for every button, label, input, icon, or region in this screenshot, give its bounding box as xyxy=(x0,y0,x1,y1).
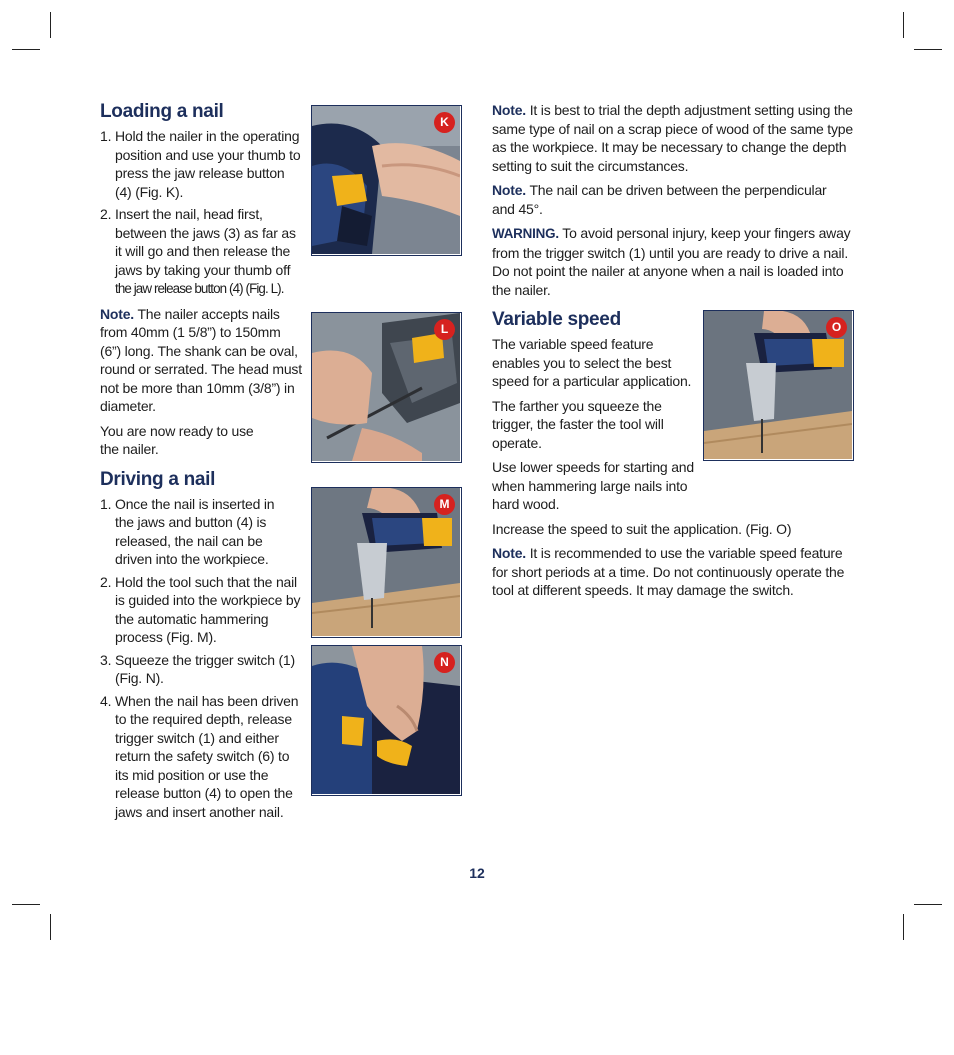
figure-m xyxy=(311,487,462,638)
crop-mark xyxy=(50,12,51,38)
step-number: 2. xyxy=(100,573,112,590)
step-text: Once the nail is inserted in the jaws and button (4) is released, the nail can be driven into the workpiece. xyxy=(115,495,275,567)
note-label: Note. xyxy=(492,102,527,118)
warning-label: WARNING. xyxy=(492,226,559,241)
list-item xyxy=(100,205,302,299)
figure-label-badge: O xyxy=(826,317,847,338)
note-text: The nailer accepts nails from 40mm (1 5/8”) to 150mm (6”) long. The shank can be oval, round or serrated. The head must not be more than 10mm (3/8”) in diameter. xyxy=(100,305,302,414)
step-text-tail: the jaw release button (4) (Fig. L). xyxy=(115,281,284,296)
step-text: Hold the nailer in the operating position and use your thumb to press the jaw release button (4) (Fig. K). xyxy=(115,128,301,200)
section-title-variable-speed: Variable speed xyxy=(492,309,621,330)
note-paragraph xyxy=(100,305,302,416)
step-number: 2. xyxy=(100,206,112,222)
ready-paragraph: You are now ready to use the nailer. xyxy=(100,422,254,457)
step-text: Squeeze the trigger switch (1) (Fig. N). xyxy=(115,651,295,686)
crop-mark xyxy=(914,904,942,905)
list-item xyxy=(100,495,302,569)
variable-paragraph: Increase the speed to suit the application. (Fig. O) xyxy=(492,520,792,537)
step-text: Hold the tool such that the nail is guided into the workpiece by the automatic hammering process (Fig. M). xyxy=(115,573,301,645)
variable-paragraph: The variable speed feature enables you to select the best speed for a particular application. xyxy=(492,336,692,389)
crop-mark xyxy=(903,914,904,940)
figure-label-badge: M xyxy=(434,494,455,515)
step-number: 1. xyxy=(100,495,112,512)
note-paragraph xyxy=(492,544,856,600)
left-column xyxy=(100,101,302,827)
driving-steps xyxy=(100,495,302,822)
variable-paragraph: Use lower speeds for starting and when hammering large nails into hard wood. xyxy=(492,459,694,512)
crop-mark xyxy=(903,12,904,38)
variable-paragraph: The farther you squeeze the trigger, the faster the tool will operate. xyxy=(492,397,664,451)
crop-mark xyxy=(12,49,40,50)
note-paragraph xyxy=(492,181,837,218)
section-title-loading: Loading a nail xyxy=(100,101,224,122)
page-number: 12 xyxy=(469,865,485,881)
figure-label-badge: L xyxy=(434,319,455,340)
step-text: Insert the nail, head first, between the jaws (3) as far as it will go and then release the jaws by taking your thumb off xyxy=(115,206,296,278)
crop-mark xyxy=(50,914,51,940)
crop-mark xyxy=(12,904,40,905)
note-label: Note. xyxy=(492,545,527,561)
warning-text: To avoid personal injury, keep your fingers away from the trigger switch (1) until you are ready to drive a nail. Do not point the nailer at anyone when a nail is loaded into the nailer. xyxy=(492,225,851,298)
step-number: 3. xyxy=(100,651,112,668)
note-label: Note. xyxy=(100,305,135,322)
section-title-driving: Driving a nail xyxy=(100,468,216,490)
step-number: 1. xyxy=(100,128,112,144)
figure-label-badge: K xyxy=(434,112,455,133)
list-item xyxy=(100,651,302,688)
warning-paragraph xyxy=(492,224,856,299)
loading-steps xyxy=(100,127,302,299)
crop-mark xyxy=(914,49,942,50)
note-label: Note. xyxy=(492,182,527,198)
step-number: 4. xyxy=(100,692,112,709)
figure-label-badge: N xyxy=(434,652,455,673)
list-item xyxy=(100,127,302,201)
note-text: It is best to trial the depth adjustment setting using the same type of nail on a scrap piece of wood of the same type as the workpiece. It may be necessary to change the depth setting to suit the circumstances. xyxy=(492,102,853,174)
figure-n xyxy=(311,645,462,796)
note-text: The nail can be driven between the perpendicular and 45°. xyxy=(492,182,827,217)
list-item xyxy=(100,692,302,822)
step-text: When the nail has been driven to the required depth, release trigger switch (1) and either return the safety switch (6) to its mid position or use the release button (4) to open the jaws and insert another nail. xyxy=(115,692,299,820)
figure-k xyxy=(311,105,462,256)
figure-o xyxy=(703,310,854,461)
note-paragraph xyxy=(492,101,856,175)
list-item xyxy=(100,573,302,647)
note-text: It is recommended to use the variable speed feature for short periods at a time. Do not continuously operate the tool at different speeds. It may damage the switch. xyxy=(492,545,845,598)
figure-l xyxy=(311,312,462,463)
